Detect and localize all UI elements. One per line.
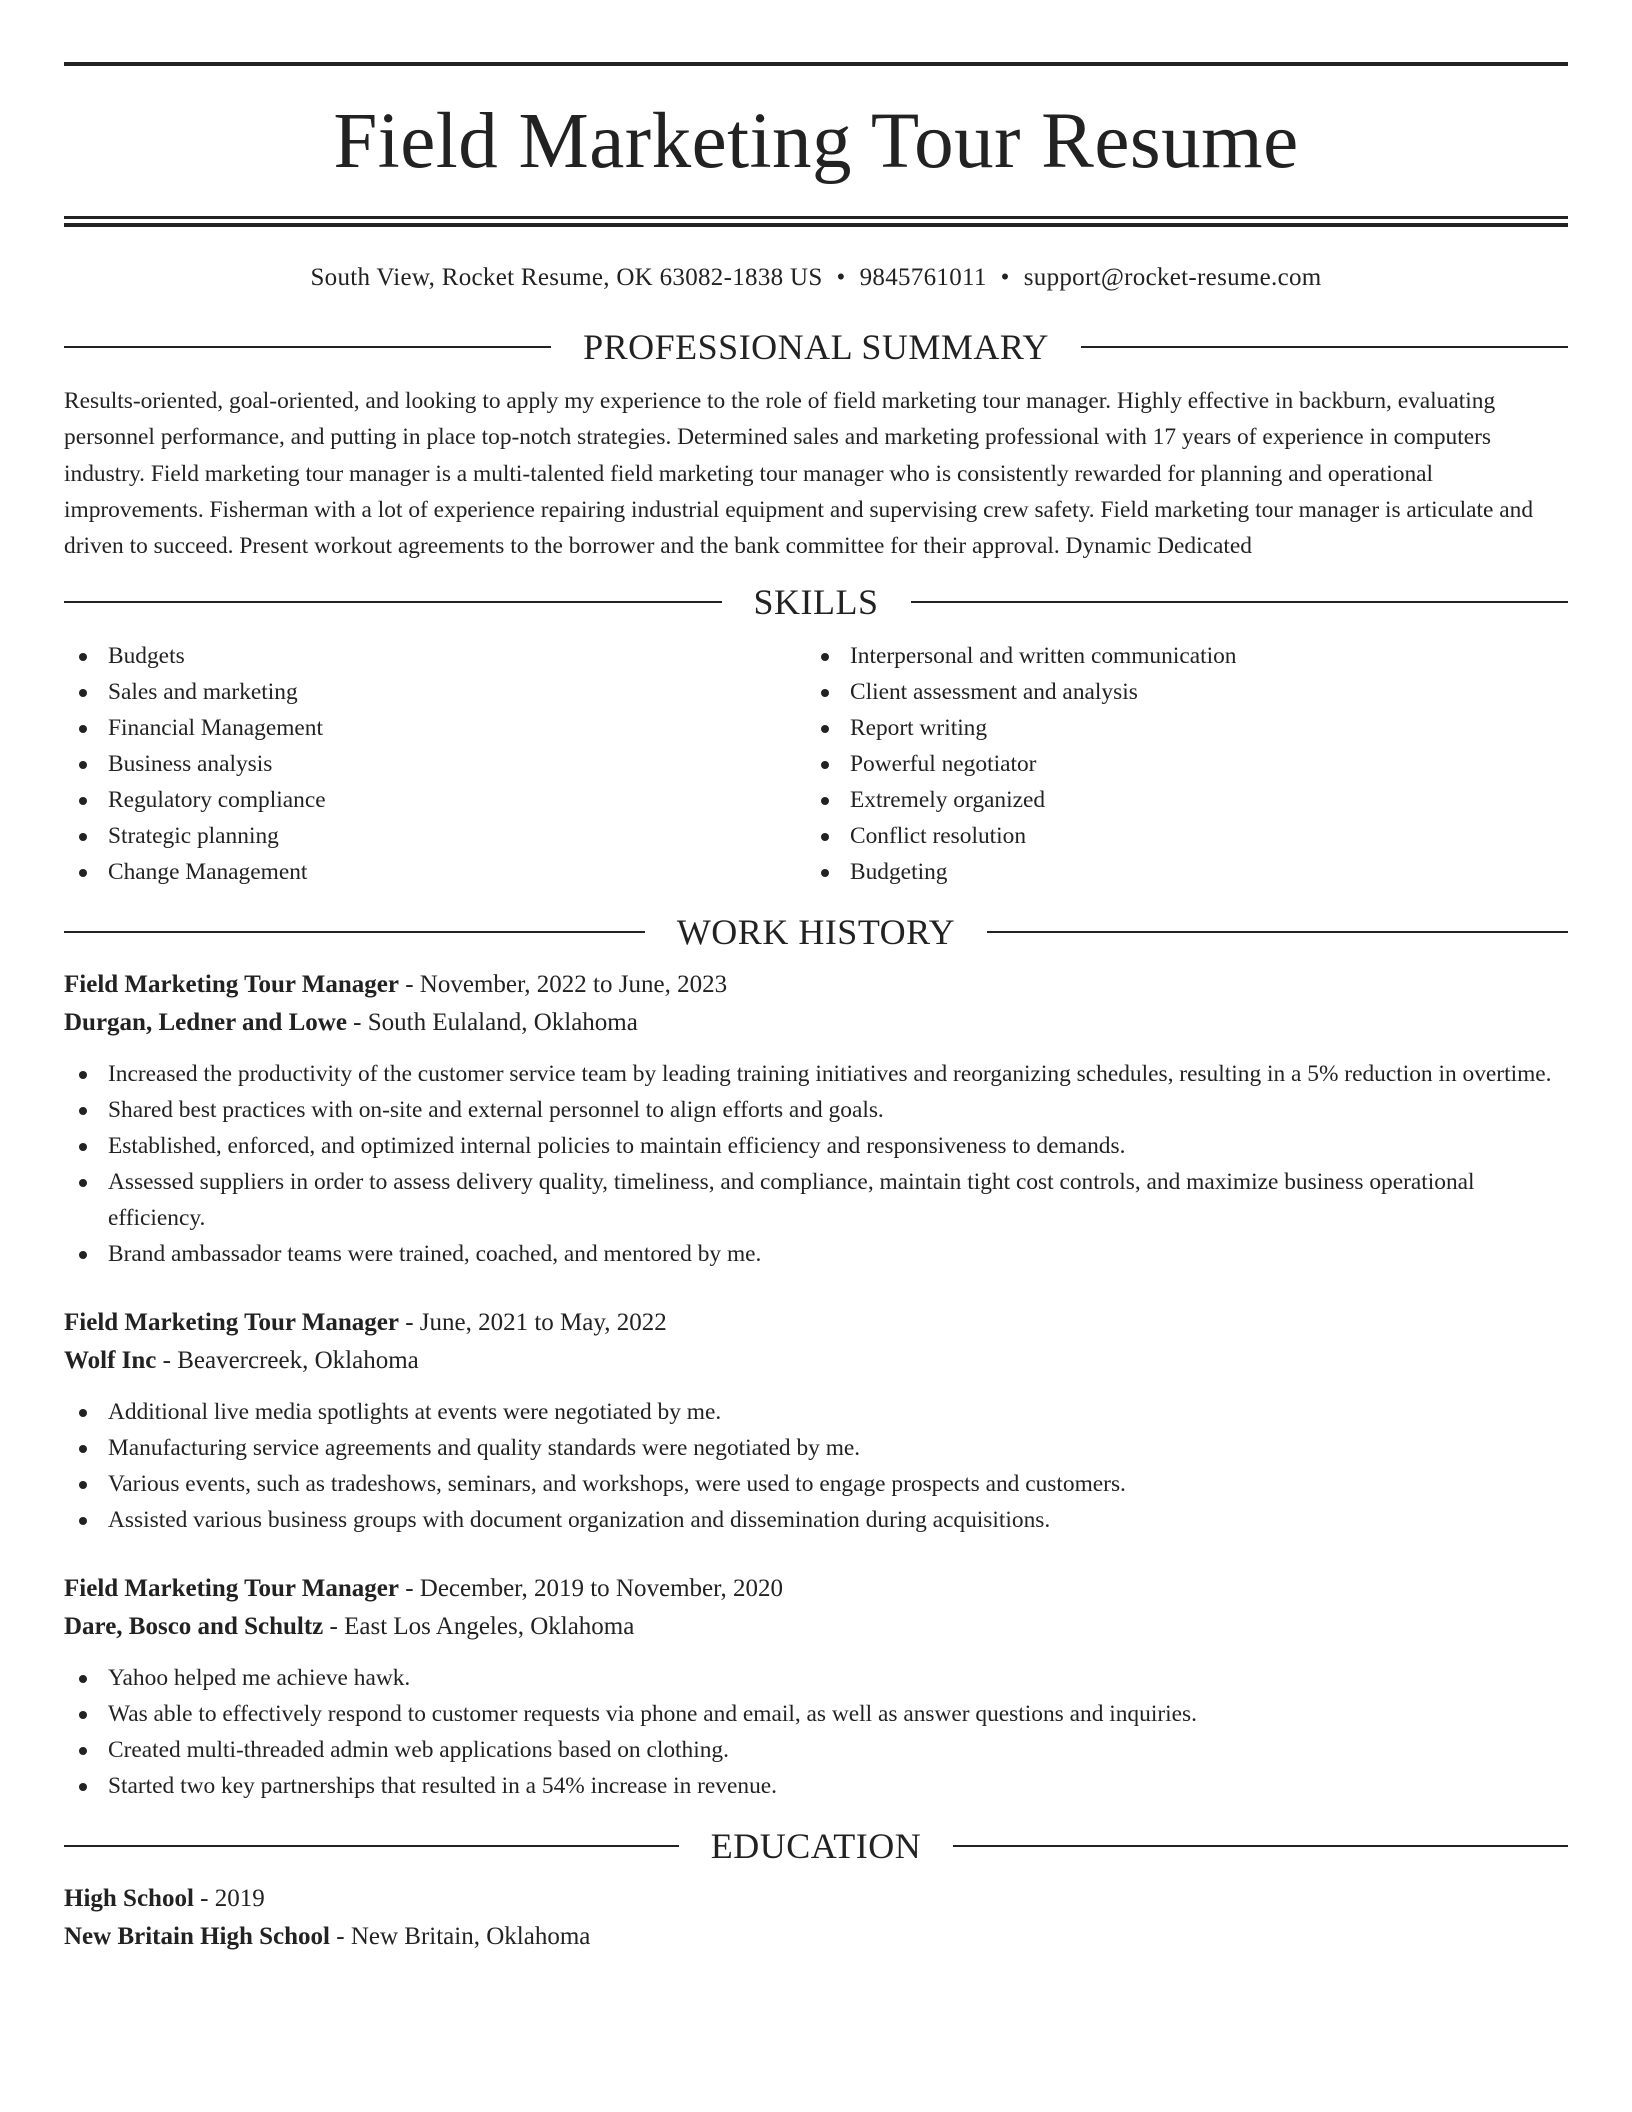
job-bullet: Additional live media spotlights at events were negotiated by me.: [64, 1394, 1568, 1430]
job-bullets: [64, 1056, 1568, 1272]
education-degree-line: [64, 1880, 1568, 1918]
job-title: Field Marketing Tour Manager: [64, 971, 399, 999]
employer-name: Durgan, Ledner and Lowe: [64, 1009, 347, 1037]
job-bullet: Shared best practices with on-site and external personnel to align efforts and goals.: [64, 1092, 1568, 1128]
employer-line: [64, 1608, 1568, 1646]
work-section-heading: [64, 910, 1568, 954]
job-bullet: Assisted various business groups with document organization and dissemination during acquisitions.: [64, 1502, 1568, 1538]
education-heading: EDUCATION: [710, 1826, 922, 1867]
top-rule: [64, 62, 1568, 66]
heading-rule-left: [64, 346, 551, 348]
job-bullet: Various events, such as tradeshows, seminars, and workshops, were used to engage prospects and customers.: [64, 1466, 1568, 1502]
job-dates: November, 2022 to June, 2023: [419, 971, 728, 999]
summary-heading: PROFESSIONAL SUMMARY: [583, 327, 1049, 367]
skills-grid: [64, 638, 1568, 890]
skill-item: Conflict resolution: [806, 818, 1548, 854]
job-title: Field Marketing Tour Manager: [64, 1575, 399, 1603]
dash: -: [193, 1885, 215, 1913]
contact-line: [64, 261, 1568, 295]
dash: -: [323, 1613, 345, 1641]
dash: -: [398, 1309, 420, 1337]
skill-item: Sales and marketing: [64, 674, 806, 710]
skills-heading: SKILLS: [753, 582, 879, 623]
job-bullet: Brand ambassador teams were trained, coached, and mentored by me.: [64, 1236, 1568, 1272]
skill-item: Change Management: [64, 854, 806, 890]
heading-rule-right: [953, 1845, 1568, 1847]
skill-item: Financial Management: [64, 710, 806, 746]
job-bullet: Established, enforced, and optimized internal policies to maintain efficiency and responsiveness to demands.: [64, 1128, 1568, 1164]
job-title-line: [64, 966, 1568, 1004]
skill-item: Powerful negotiator: [806, 746, 1548, 782]
job-entry: [64, 1570, 1568, 1804]
skills-column-right: [806, 638, 1548, 890]
education-school-line: [64, 1918, 1568, 1956]
job-bullet: Started two key partnerships that resulted in a 54% increase in revenue.: [64, 1768, 1568, 1804]
contact-email: support@rocket-resume.com: [1023, 264, 1322, 291]
summary-text: Results-oriented, goal-oriented, and looking to apply my experience to the role of field marketing tour manager. Highly effective in backburn, evaluating personnel performance, and putting in place top-notch strategies. Determined sales and marketing professional with 17 years of experience in computers industry. Field marketing tour manager is a multi-talented field marketing tour manager who is consistently rewarded for planning and operational improvements. Fisherman with a lot of experience repairing industrial equipment and supervising crew safety. Field marketing tour manager is articulate and driven to succeed. Present workout agreements to the borrower and the bank committee for their approval. Dynamic Dedicated: [64, 388, 1534, 560]
skill-item: Interpersonal and written communication: [806, 638, 1548, 674]
job-title-line: [64, 1304, 1568, 1342]
employer-name: Wolf Inc: [64, 1347, 157, 1375]
education-entry: [64, 1880, 1568, 1956]
job-title-line: [64, 1570, 1568, 1608]
heading-rule-right: [911, 601, 1569, 603]
employer-location: East Los Angeles, Oklahoma: [344, 1613, 635, 1641]
job-entry: [64, 1304, 1568, 1538]
title-double-rule: [64, 216, 1568, 227]
job-bullets: [64, 1660, 1568, 1804]
contact-separator: •: [836, 264, 846, 291]
summary-section-heading: [64, 325, 1568, 369]
job-bullets: [64, 1394, 1568, 1538]
dash: -: [346, 1009, 368, 1037]
skill-item: Client assessment and analysis: [806, 674, 1548, 710]
skill-item: Regulatory compliance: [64, 782, 806, 818]
skill-item: Budgets: [64, 638, 806, 674]
resume-page: [64, 62, 1568, 1956]
job-entry: [64, 966, 1568, 1272]
heading-rule-left: [64, 1845, 679, 1847]
dash: -: [398, 971, 420, 999]
dash: -: [398, 1575, 420, 1603]
skill-item: Strategic planning: [64, 818, 806, 854]
skills-section-heading: [64, 580, 1568, 624]
job-dates: June, 2021 to May, 2022: [419, 1309, 667, 1337]
heading-rule-right: [1081, 346, 1568, 348]
job-bullet: Increased the productivity of the customer service team by leading training initiatives and reorganizing schedules, resulting in a 5% reduction in overtime.: [64, 1056, 1568, 1092]
job-bullet: Manufacturing service agreements and quality standards were negotiated by me.: [64, 1430, 1568, 1466]
job-bullet: Was able to effectively respond to customer requests via phone and email, as well as answer questions and inquiries.: [64, 1696, 1568, 1732]
dash: -: [330, 1923, 351, 1951]
employer-line: [64, 1342, 1568, 1380]
job-dates: December, 2019 to November, 2020: [419, 1575, 783, 1603]
contact-separator: •: [1000, 264, 1010, 291]
education-degree: High School: [64, 1885, 194, 1913]
contact-phone: 9845761011: [859, 264, 987, 291]
education-school: New Britain High School: [64, 1923, 330, 1951]
employer-line: [64, 1004, 1568, 1042]
education-location: New Britain, Oklahoma: [350, 1923, 591, 1951]
resume-title: Field Marketing Tour Resume: [333, 98, 1299, 185]
heading-rule-right: [987, 931, 1568, 933]
skill-item: Report writing: [806, 710, 1548, 746]
heading-rule-left: [64, 601, 722, 603]
skill-item: Business analysis: [64, 746, 806, 782]
employer-location: Beavercreek, Oklahoma: [177, 1347, 419, 1375]
job-title: Field Marketing Tour Manager: [64, 1309, 399, 1337]
job-bullet: Assessed suppliers in order to assess delivery quality, timeliness, and compliance, maintain tight cost controls, and maximize business operational efficiency.: [64, 1164, 1568, 1236]
education-section-heading: [64, 1824, 1568, 1868]
education-year: 2019: [214, 1885, 265, 1913]
contact-address: South View, Rocket Resume, OK 63082-1838 US: [310, 264, 823, 291]
job-bullet: Yahoo helped me achieve hawk.: [64, 1660, 1568, 1696]
skill-item: Extremely organized: [806, 782, 1548, 818]
skills-column-left: [64, 638, 806, 890]
heading-rule-left: [64, 931, 645, 933]
skill-item: Budgeting: [806, 854, 1548, 890]
job-bullet: Created multi-threaded admin web applications based on clothing.: [64, 1732, 1568, 1768]
dash: -: [156, 1347, 178, 1375]
employer-location: South Eulaland, Oklahoma: [367, 1009, 638, 1037]
employer-name: Dare, Bosco and Schultz: [64, 1613, 324, 1641]
work-heading: WORK HISTORY: [676, 912, 956, 953]
